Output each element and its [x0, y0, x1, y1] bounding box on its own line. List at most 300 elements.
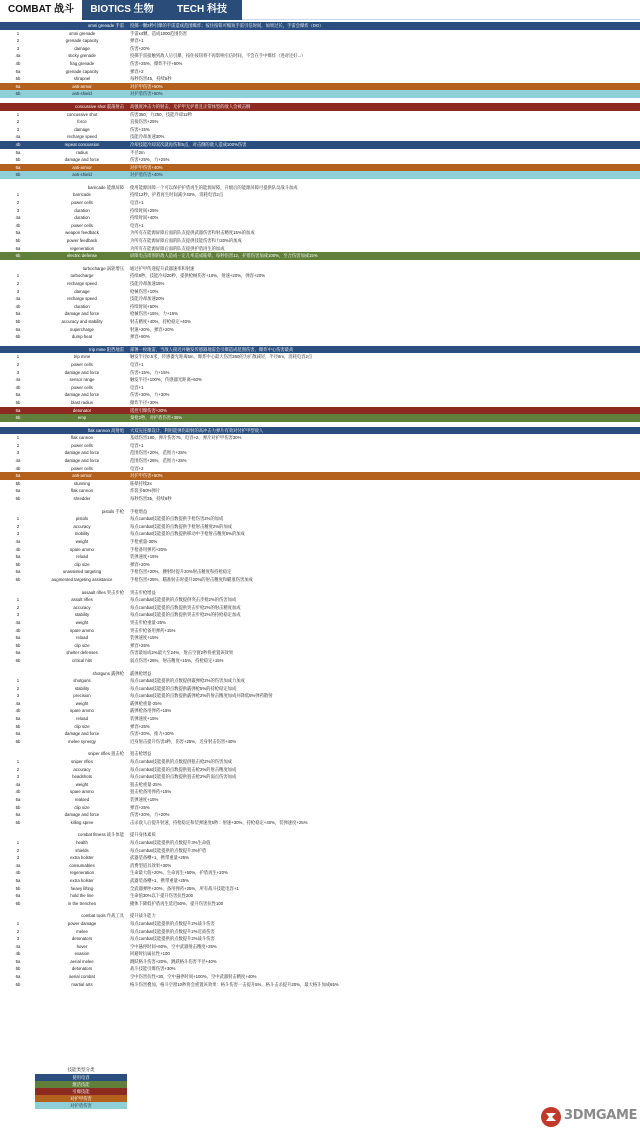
skill-header-row: [0, 831, 640, 839]
tab-biotics-label: BIOTICS 生物: [90, 4, 154, 15]
skill-row: [0, 730, 640, 738]
rank-cell: 5b: [15, 966, 21, 972]
skill-row: [0, 973, 640, 981]
skill-header-row: [0, 508, 640, 516]
skill-desc-cell: 霰弹枪备用弹药+15%: [130, 708, 172, 714]
skill-desc-cell: 霰弹枪重量-25%: [130, 700, 162, 706]
skill-desc-cell: 格斗伤害叠加，格斗空窗10秒将会重置该效果：格斗伤害一击提升5%，格斗击杀提升20%，最大格斗加成65%: [130, 981, 339, 987]
skill-row: [0, 90, 640, 98]
legend-item: 激活技能: [35, 1081, 127, 1088]
skill-name-cell: shrapnel: [73, 76, 91, 82]
rank-cell: 6a: [15, 164, 21, 170]
tab-combat[interactable]: [0, 0, 82, 20]
skill-row: [0, 935, 640, 943]
skill-name-cell: barricade: [73, 192, 91, 198]
rank-cell: 5b: [15, 723, 21, 729]
skill-section: [0, 103, 640, 179]
skill-desc-cell: 范围伤害+25%，范围力+25%: [130, 458, 187, 464]
skill-name-cell: electric defense: [66, 253, 98, 259]
skill-desc-cell: 伤害350，力250，技能冷却12秒: [130, 111, 193, 117]
legend-items: [35, 1074, 127, 1109]
skill-name-cell: weight: [75, 700, 89, 706]
skill-section: [0, 831, 640, 907]
skill-name-cell: blast radius: [71, 399, 93, 405]
skill-name-cell: stability: [74, 685, 90, 691]
skill-section: [0, 184, 640, 260]
skill-name-cell: damage: [74, 45, 90, 51]
skill-name-cell: power cells: [71, 361, 93, 367]
skill-desc-cell: 弹容+2: [130, 68, 144, 74]
rank-cell: 2: [16, 361, 20, 367]
skill-name-cell: duration: [74, 303, 90, 309]
rank-cell: 4b: [15, 303, 21, 309]
skill-name-cell: damage and force: [64, 812, 100, 818]
skill-desc-cell: 装弹速度+15%: [130, 554, 159, 560]
skill-desc-cell: 高强度冲击力的射击，无护甲无护盾且正常体型的敌人会被击倒: [130, 103, 251, 109]
skill-desc-cell: 半径2m: [130, 149, 145, 155]
skill-section: [0, 508, 640, 584]
tab-tech[interactable]: [162, 0, 242, 20]
skill-name-cell: power cells: [71, 442, 93, 448]
skill-desc-cell: 射击精度+40%，持枪稳定+40%: [130, 318, 191, 324]
skill-section: [0, 750, 640, 826]
skill-desc-cell: 空中悬停时间+60%，空中武器射击精度+25%: [130, 943, 217, 949]
skill-row: [0, 920, 640, 928]
rank-cell: 2: [16, 119, 20, 125]
skill-row: [0, 37, 640, 45]
rank-cell: 5b: [15, 399, 21, 405]
skill-desc-cell: 弹容+20%: [130, 561, 150, 567]
rank-cell: 6a: [15, 812, 21, 818]
skill-name-cell: shotguns: [73, 678, 91, 684]
skill-name-cell: power damage: [67, 920, 97, 926]
skill-name-cell: anti-shield: [72, 172, 92, 178]
skill-desc-cell: 手枪备用弹药+20%: [130, 546, 167, 552]
skill-row: [0, 758, 640, 766]
rank-cell: 1: [16, 273, 20, 279]
skill-desc-cell: 屏障电击周围的敌人造成一定几率造成眩晕，每秒伤害12，护盾伤害加成100%，至合伤害加成15%: [130, 253, 318, 259]
rank-cell: 4b: [15, 708, 21, 714]
skill-name-cell: hold the line: [70, 893, 94, 899]
skill-name-cell: damage and force: [64, 392, 100, 398]
rank-cell: 3: [16, 612, 20, 618]
rank-cell: 1: [16, 597, 20, 603]
rank-cell: 4a: [15, 53, 21, 59]
skill-header-row: [0, 103, 640, 111]
skill-header-row: [0, 427, 640, 435]
rank-cell: 6b: [15, 415, 21, 421]
rank-cell: 5a: [15, 554, 21, 560]
skill-name-cell: barricade 能源屏障: [87, 184, 124, 190]
rank-cell: 4a: [15, 377, 21, 383]
skill-section: [0, 427, 640, 503]
skill-name-cell: sniper rifles 狙击枪: [87, 751, 124, 757]
skill-desc-cell: 突击步枪增益: [130, 589, 156, 595]
skill-name-cell: extra holster: [70, 855, 94, 861]
legend-title: 技能类型分类: [67, 1067, 95, 1072]
skill-desc-cell: 对护甲伤害+50%: [130, 83, 163, 89]
skill-desc-cell: 弹容+80%: [130, 334, 150, 340]
skill-row: [0, 156, 640, 164]
rank-cell: 6a: [15, 569, 21, 575]
skill-row: [0, 885, 640, 893]
skill-row: [0, 634, 640, 642]
skill-row: [0, 191, 640, 199]
skill-row: [0, 958, 640, 966]
rank-cell: 6b: [15, 738, 21, 744]
skill-name-cell: power feedback: [66, 238, 98, 244]
rank-cell: 5b: [15, 76, 21, 82]
skill-desc-cell: 每点combat技能提供的点数提升3%生命值: [130, 839, 211, 845]
rank-cell: 5b: [15, 561, 21, 567]
legend-item: 对护盾伤害: [35, 1102, 127, 1109]
skill-desc-cell: 每点combat技能提供的点数提升3%护盾: [130, 847, 207, 853]
skill-name-cell: flak cannon: [71, 488, 93, 494]
skill-name-cell: turbocharge 涡轮增压: [82, 265, 124, 271]
skill-name-cell: anti-shield: [72, 91, 92, 97]
skill-desc-cell: 每秒伤害45，持续5秒: [130, 76, 172, 82]
skill-row: [0, 391, 640, 399]
skill-name-cell: recharge speed: [67, 134, 97, 140]
rank-cell: 4b: [15, 222, 21, 228]
skill-desc-cell: 触发半径0.5米，传感器光距离5m，爆炸中心最大伤害350的为扩散减轻，半径6m，消耗电容2点: [130, 354, 313, 360]
rank-cell: 5b: [15, 480, 21, 486]
skill-desc-cell: 电容+1: [130, 384, 144, 390]
skill-desc-cell: 冷却技能冷却双次就再伤和5点，对击倒的敌人造成100%伤害: [130, 141, 247, 147]
rank-cell: 3: [16, 693, 20, 699]
skill-header-row: [0, 184, 640, 192]
skill-name-cell: assault rifles 突击步枪: [81, 589, 124, 595]
skill-name-cell: pistols 手枪: [102, 508, 124, 514]
rank-cell: 4a: [15, 943, 21, 949]
skill-name-cell: repeat concussion: [64, 141, 100, 147]
tab-tech-label: TECH 科技: [177, 4, 227, 15]
skill-row: [0, 649, 640, 657]
skill-row: [0, 869, 640, 877]
skill-row: [0, 611, 640, 619]
skill-row: [0, 465, 640, 473]
rank-cell: 6a: [15, 407, 21, 413]
skill-row: [0, 839, 640, 847]
skill-name-cell: grenade capacity: [65, 38, 99, 44]
skill-desc-cell: 大双充连爆设计，利用能弹伤取射的高冲击力弹片有效对付护甲型敌人: [130, 427, 264, 433]
rank-cell: 2: [16, 685, 20, 691]
skill-row: [0, 677, 640, 685]
skill-row: [0, 245, 640, 253]
skill-desc-cell: 武器装备槽+1，携带重量+25%: [130, 855, 189, 861]
rank-cell: 4b: [15, 465, 21, 471]
skill-desc-cell: 遥控引爆伤害+30%: [130, 407, 167, 413]
skill-row: [0, 288, 640, 296]
skill-section: [0, 670, 640, 746]
rank-cell: 6a: [15, 893, 21, 899]
rank-cell: 4b: [15, 789, 21, 795]
skill-row: [0, 604, 640, 612]
skill-name-cell: realoed: [74, 797, 90, 802]
skill-desc-cell: 手枪重量-30%: [130, 539, 158, 544]
skill-name-cell: weight: [75, 539, 89, 544]
rank-cell: 4a: [15, 619, 21, 625]
skill-row: [0, 766, 640, 774]
rank-cell: 4a: [15, 215, 21, 221]
skill-row: [0, 642, 640, 650]
skill-name-cell: in the trenches: [67, 900, 97, 906]
skill-name-cell: combat fitness 战斗体能: [77, 832, 124, 838]
skill-desc-cell: 每点combat技能提供的点数提供突击步枪2%的伤害加成: [130, 597, 237, 603]
skill-desc-cell: 每点combat技能提的点数提供突击步枪2%的持枪稳定加成: [130, 612, 241, 618]
skill-desc-cell: 弹容+25%: [130, 804, 150, 810]
skill-desc-cell: 掩体下降低护盾再生延迟50%，提升伤害抗性100: [130, 900, 224, 906]
skill-desc-cell: 弱点伤害+25%，射击精度+15%，持枪稳定+15%: [130, 657, 224, 663]
skill-row: [0, 692, 640, 700]
legend-item: 对护甲伤害: [35, 1095, 127, 1102]
skill-desc-cell: 狙击枪备用弹药+15%: [130, 789, 172, 795]
skill-name-cell: omni grenade: [68, 30, 96, 36]
skill-desc-cell: 每点combat技能提的点数提供突击步枪2%的射击精度加成: [130, 604, 241, 610]
rank-cell: 6b: [15, 981, 21, 987]
skill-row: [0, 229, 640, 237]
rank-cell: 4b: [15, 627, 21, 633]
rank-cell: 5a: [15, 716, 21, 722]
rank-cell: 5a: [15, 877, 21, 883]
skill-row: [0, 272, 640, 280]
skill-row: [0, 126, 640, 134]
skill-row: [0, 164, 640, 172]
rank-cell: 3: [16, 45, 20, 51]
skill-desc-cell: 每点combat技能提的点数提供手枪伤害2%的加成: [130, 516, 224, 522]
skill-desc-cell: 装弹速度+15%: [130, 797, 159, 802]
skill-row: [0, 981, 640, 989]
skill-name-cell: aerial melee: [70, 958, 94, 964]
rank-cell: 6a: [15, 731, 21, 737]
skill-name-cell: accuracy: [73, 766, 91, 772]
skill-name-cell: damage and force: [64, 458, 100, 464]
skill-name-cell: reload: [76, 635, 88, 641]
rank-cell: 3: [16, 288, 20, 294]
rank-cell: 1: [16, 354, 20, 360]
skill-desc-cell: 对护盾伤害+50%: [130, 91, 163, 97]
skill-row: [0, 495, 640, 503]
tab-biotics[interactable]: [82, 0, 162, 20]
rank-cell: 4a: [15, 458, 21, 464]
skill-desc-cell: 弹容+25%: [130, 642, 150, 648]
skill-name-cell: extra holster: [70, 877, 94, 883]
rank-cell: 6a: [15, 326, 21, 332]
skill-name-cell: weight: [75, 619, 89, 625]
skill-desc-cell: 技能冷却加速15%: [130, 281, 165, 286]
skill-row: [0, 538, 640, 546]
skill-desc-cell: 每点combat技能提供的点数提供霰弹枪2%的伤害加成力加成: [130, 678, 245, 684]
tab-bar: [0, 0, 640, 20]
skill-row: [0, 576, 640, 584]
skill-row: [0, 141, 640, 149]
skill-desc-cell: 对护甲伤害+50%: [130, 473, 163, 479]
rank-cell: 2: [16, 604, 20, 610]
skill-name-cell: emp: [77, 415, 87, 421]
rank-cell: 4b: [15, 546, 21, 552]
skill-name-cell: sniper rifles: [71, 759, 93, 765]
skill-name-cell: spare ammo: [70, 708, 94, 714]
skill-desc-cell: 提升战斗能力: [130, 913, 156, 919]
skill-desc-cell: 伤害+15%，力+15%: [130, 369, 170, 375]
rank-cell: 6a: [15, 974, 21, 980]
skill-section: [0, 22, 640, 98]
skill-header-row: [0, 22, 640, 30]
skill-row: [0, 515, 640, 523]
skill-header-row: [0, 912, 640, 920]
rank-cell: 2: [16, 847, 20, 853]
skill-row: [0, 133, 640, 141]
skill-name-cell: trip mine 阻挡地雷: [89, 346, 124, 352]
rank-cell: 4a: [15, 862, 21, 868]
skill-name-cell: spare ammo: [70, 546, 94, 552]
skill-name-cell: precision: [73, 693, 91, 699]
skill-desc-cell: 伤害+25%，爆炸半径+60%: [130, 60, 183, 66]
skill-desc-cell: 伤害+15%: [130, 126, 150, 132]
skill-desc-cell: 基础伤害180，弹片伤害75，电容+2，弹片对护甲伤害30%: [130, 435, 242, 441]
skill-row: [0, 303, 640, 311]
skill-desc-cell: 生命最大值+20%，生命再生+50%，护盾再生+20%: [130, 870, 228, 876]
skill-desc-cell: 秦枪2秒，对护盾伤害+35%: [130, 415, 183, 421]
legend-item: 使用电容: [35, 1074, 127, 1081]
skill-desc-cell: 技能冷却加速20%: [130, 296, 165, 302]
skill-desc-cell: 伤害最加成2%最大至24%，射击空窗2秒将重置该效果: [130, 650, 234, 656]
skill-desc-cell: 直接伤害+25%: [130, 119, 159, 125]
skill-name-cell: damage: [74, 288, 90, 294]
skill-name-cell: martial arts: [71, 981, 93, 987]
skill-row: [0, 252, 640, 260]
skill-desc-cell: 为所有在能源屏障后面的队友提供武器伤害和射击精度15%的加成: [130, 230, 255, 236]
skill-desc-cell: 枪械伤害+15%，力+15%: [130, 311, 178, 317]
skill-name-cell: anti-armor: [72, 83, 92, 89]
skill-row: [0, 773, 640, 781]
skill-name-cell: flak cannon 高射炮: [87, 427, 124, 433]
rank-cell: 3: [16, 774, 20, 780]
rank-cell: 1: [16, 111, 20, 117]
watermark-logo-icon: [540, 1106, 562, 1128]
skill-desc-cell: 突击步枪备用弹药+15%: [130, 627, 176, 633]
skill-desc-cell: 为所有在能源屏障后面的队友提供技能伤害和力20%的加成: [130, 238, 242, 244]
skill-desc-cell: 技能冷却加速30%: [130, 134, 165, 140]
skill-row: [0, 700, 640, 708]
rank-cell: 1: [16, 759, 20, 765]
skill-row: [0, 361, 640, 369]
skill-row: [0, 457, 640, 465]
skill-name-cell: clip size: [74, 723, 90, 729]
rank-cell: 5b: [15, 238, 21, 244]
skill-row: [0, 819, 640, 827]
skill-desc-cell: 每点combat技能提的点数提供手枪射击精度2%的加成: [130, 523, 232, 529]
skill-row: [0, 854, 640, 862]
skill-name-cell: anti-armor: [72, 164, 92, 170]
rank-cell: 1: [16, 30, 20, 36]
skill-name-cell: heavy lifting: [70, 885, 94, 891]
skill-row: [0, 111, 640, 119]
skill-desc-cell: 空中伤害抗性+30，空中悬停时间+100%，空中武器射击精度+40%: [130, 974, 257, 980]
skill-name-cell: power cells: [71, 384, 93, 390]
skill-desc-cell: 持续8秒，技能冷却20秒，提供枪械伤害+10%，射速+20%，弹容+20%: [130, 273, 266, 279]
skill-row: [0, 804, 640, 812]
skill-name-cell: reload: [76, 716, 88, 722]
skill-section: [0, 346, 640, 422]
skill-desc-cell: 消费型道具效果+30%: [130, 862, 172, 868]
skill-row: [0, 523, 640, 531]
skill-desc-cell: 电容+2: [130, 465, 144, 471]
rank-cell: 6b: [15, 496, 21, 502]
skill-row: [0, 796, 640, 804]
skill-row: [0, 207, 640, 215]
skill-desc-cell: 每点combat技能提供的点数提升2%战斗伤害: [130, 920, 215, 926]
rank-cell: 4b: [15, 870, 21, 876]
skill-row: [0, 530, 640, 538]
skill-row: [0, 862, 640, 870]
skill-row: [0, 561, 640, 569]
rank-cell: 4a: [15, 781, 21, 787]
rank-cell: 1: [16, 920, 20, 926]
skill-row: [0, 685, 640, 693]
rank-cell: 2: [16, 200, 20, 206]
skill-desc-cell: 提升身体素质: [130, 832, 156, 838]
skill-name-cell: supercharge: [70, 326, 94, 332]
rank-cell: 2: [16, 766, 20, 772]
skill-header-row: [0, 589, 640, 597]
skill-header-row: [0, 346, 640, 354]
tab-combat-label: COMBAT 战斗: [8, 4, 74, 15]
skill-name-cell: clip size: [74, 642, 90, 648]
skill-desc-cell: 每点combat技能提的点数提供狙击枪2%的射击精度加成: [130, 766, 237, 772]
skill-name-cell: headshots: [72, 774, 92, 780]
skill-name-cell: accuracy: [73, 604, 91, 610]
skill-row: [0, 333, 640, 341]
skill-row: [0, 326, 640, 334]
skill-desc-cell: 每秒伤害35，持续6秒: [130, 496, 172, 502]
skill-row: [0, 707, 640, 715]
skill-row: [0, 414, 640, 422]
skill-row: [0, 472, 640, 480]
skill-row: [0, 171, 640, 179]
skill-row: [0, 900, 640, 908]
skill-row: [0, 811, 640, 819]
skill-name-cell: detonators: [71, 936, 93, 942]
rank-cell: 3: [16, 126, 20, 132]
rank-cell: 2: [16, 38, 20, 44]
skill-name-cell: mobility: [74, 531, 90, 537]
rank-cell: 3: [16, 855, 20, 861]
skill-row: [0, 738, 640, 746]
skill-header-row: [0, 265, 640, 273]
rank-cell: 4b: [15, 384, 21, 390]
skill-row: [0, 30, 640, 38]
skill-row: [0, 619, 640, 627]
skill-name-cell: stability: [74, 612, 90, 618]
skill-name-cell: melee: [76, 928, 88, 934]
skill-row: [0, 788, 640, 796]
skill-name-cell: flak cannon: [71, 435, 93, 441]
skill-row: [0, 442, 640, 450]
skill-row: [0, 950, 640, 958]
skill-row: [0, 568, 640, 576]
skill-row: [0, 877, 640, 885]
skill-row: [0, 353, 640, 361]
skill-desc-cell: 伤害+20%: [130, 45, 150, 51]
rank-cell: 3: [16, 450, 20, 456]
skill-name-cell: damage: [74, 126, 90, 132]
rank-cell: 4a: [15, 296, 21, 302]
skill-name-cell: dump heat: [71, 334, 93, 340]
skill-name-cell: sticky grenade: [68, 53, 96, 59]
rank-cell: 1: [16, 435, 20, 441]
skill-row: [0, 399, 640, 407]
